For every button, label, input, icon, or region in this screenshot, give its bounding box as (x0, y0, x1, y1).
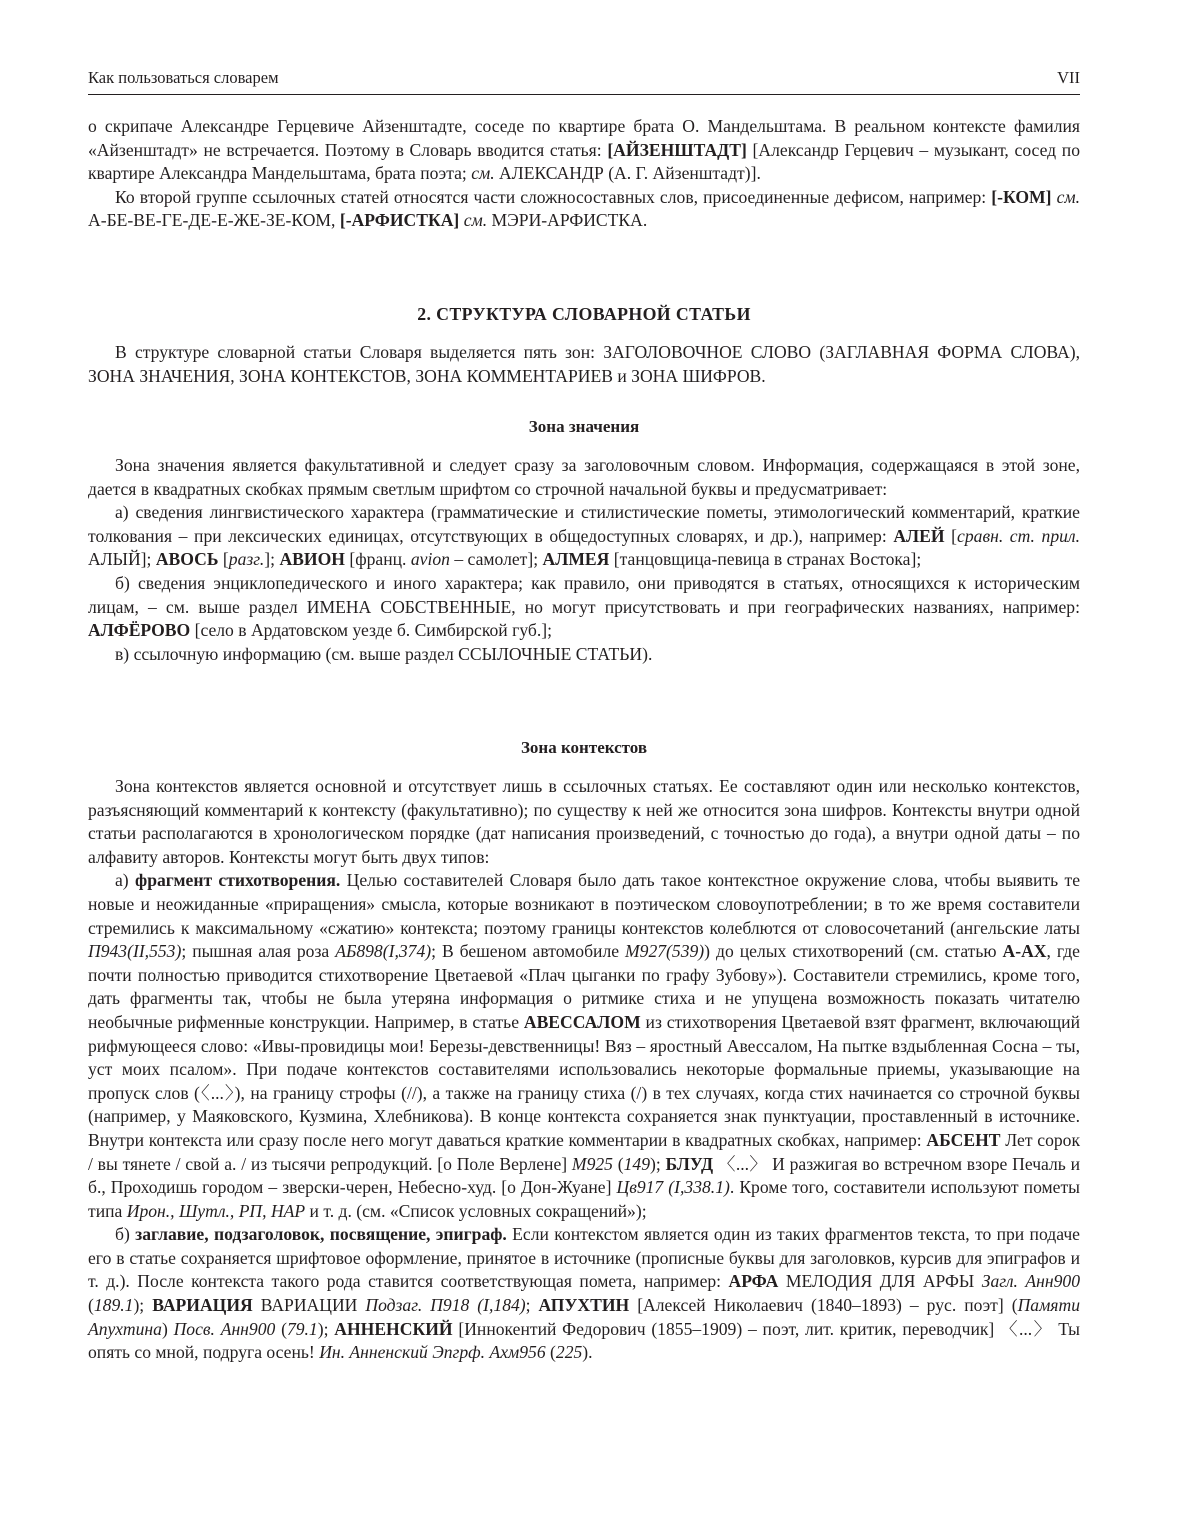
section-heading: 2. СТРУКТУРА СЛОВАРНОЙ СТАТЬИ (417, 304, 751, 324)
meaning-block (88, 454, 1080, 666)
context-block (88, 775, 1080, 1365)
context-item-a: а) фрагмент стихотворения. Целью составителей Словаря было дать такое контекстное окружение слова, чтобы выявить те новые и неожиданные «приращения» смысла, которые возникают в поэтическом словоупотреблении; в то же время составители стремились к максимальному «сжатию» контекста; поэтому границы контекстов колеблются от словосочетаний (ангельские латы П943(II,553); пышная алая роза АБ898(I,374); В бешеном автомобиле М927(539)) до целых стихотворений (см. статью А-АХ, где почти полностью приводится стихотворение Цветаевой «Плач цыганки по графу Зубову»). Составители стремились, кроме того, дать фрагменты так, чтобы не была утеряна информация о ритмике стиха и не упущена возможность показать читателю необычные рифменные конструкции. Например, в статье АВЕССАЛОМ из стихотворения Цветаевой взят фрагмент, включающий рифмующееся слово: «Ивы-провидицы мои! Березы-девственницы! Вяз – яростный Авессалом, На пытке вздыбленная Сосна – ты, уст моих псалом». При подаче контекстов составителями использовались некоторые формальные приемы, указывающие на пропуск слов (〈...〉), на границу строфы (//), а также на границу стиха (/) в тех случаях, когда стих начинается со строчной буквы (например, у Маяковского, Кузмина, Хлебникова). В конце контекста сохраняется знак пунктуации, проставленный в источнике. Внутри контекста или сразу после него могут даваться краткие комментарии в квадратных скобках, например: АБСЕНТ Лет сорок / вы тянете / свой а. / из тысячи репродукций. [о Поле Верлене] М925 (149); БЛУД 〈...〉 И разжигая во встречном взоре Печаль и б., Проходишь городом – зверски-черен, Небесно-худ. [о Дон-Жуане] Цв917 (I,338.1). Кроме того, составители используют пометы типа Ирон., Шутл., РП, НАР и т. д. (см. «Список условных сокращений»); (88, 870, 1081, 1221)
section-intro-paragraph: В структуре словарной статьи Словаря выделяется пять зон: ЗАГОЛОВОЧНОЕ СЛОВО (ЗАГЛАВНАЯ ФОРМА СЛОВА), ЗОНА ЗНАЧЕНИЯ, ЗОНА КОНТЕКСТОВ, ЗОНА КОММЕНТАРИЕВ и ЗОНА ШИФРОВ. (88, 342, 1080, 386)
meaning-item-c: в) ссылочную информацию (см. выше раздел ССЫЛОЧНЫЕ СТАТЬИ). (115, 643, 653, 664)
meaning-paragraph: Зона значения является факультативной и следует сразу за заголовочным словом. Информация, содержащаяся в этой зоне, дается в квадратных скобках прямым светлым шрифтом со строчной начальной буквы и предусматривает: (88, 455, 1080, 499)
subheading-context: Зона контекстов (520, 738, 648, 757)
page-number: VII (1057, 68, 1080, 87)
context-paragraph: Зона контекстов является основной и отсутствует лишь в ссылочных статьях. Ее составляют один или несколько контекстов, разъясняющий комментарий к контексту (факультативно); по существу к ней же относится зона шифров. Контексты внутри одной статьи располагаются в хронологическом порядке (дат написания произведений, с точностью до года), а внутри одной даты – по алфавиту авторов. Контексты могут быть двух типов: (88, 776, 1080, 867)
running-head (88, 68, 1080, 95)
intro-block (88, 115, 1080, 233)
meaning-item-b: б) сведения энциклопедического и иного характера; как правило, они приводятся в статьях, относящихся к историческим лицам, – см. выше раздел ИМЕНА СОБСТВЕННЫЕ, но могут присутствовать и при географических названиях, например: АЛФЁРОВО [село в Ардатовском уезде б. Симбирской губ.]; (88, 572, 1080, 641)
intro-paragraph-1: о скрипаче Александре Герцевиче Айзенштадте, соседе по квартире брата О. Мандельштама. В реальном контексте фамилия «Айзенштадт» не встречается. Поэтому в Словарь вводится статья: [АЙЗЕНШТАДТ] [Александр Герцевич – музыкант, сосед по квартире Александра Мандельштама, брата поэта; см. АЛЕКСАНДР (А. Г. Айзенштадт)]. (88, 116, 1080, 184)
subheading-meaning: Зона значения (528, 417, 640, 436)
intro-paragraph-2: Ко второй группе ссылочных статей относятся части сложносоставных слов, присоединенные дефисом, например: [-КОМ] см. А-БЕ-ВЕ-ГЕ-ДЕ-Е-ЖЕ-ЗЕ-КОМ, [-АРФИСТКА] см. МЭРИ-АРФИСТКА. (88, 186, 1080, 231)
meaning-item-a: а) сведения лингвистического характера (грамматические и стилистические пометы, этимологический комментарий, краткие толкования – при лексических единицах, отсутствующих в общедоступных словарях, и др.), например: АЛЕЙ [сравн. ст. прил. АЛЫЙ]; АВОСЬ [разг.]; АВИОН [франц. avion – самолет]; АЛМЕЯ [танцовщица-певица в странах Востока]; (88, 502, 1080, 570)
context-item-b: б) заглавие, подзаголовок, посвящение, эпиграф. Если контекстом является один из таких фрагментов текста, то при подаче его в статье сохраняется шрифтовое оформление, принятое в источнике (прописные буквы для заголовков, курсив для эпиграфов и т. д.). После контекста такого рода ставится соответствующая помета, например: АРФА МЕЛОДИЯ ДЛЯ АРФЫ Загл. Анн900 (189.1); ВАРИАЦИЯ ВАРИАЦИИ Подзаг. П918 (I,184); АПУХТИН [Алексей Николаевич (1840–1893) – рус. поэт] (Памяти Апухтина) Посв. Анн900 (79.1); АННЕНСКИЙ [Иннокентий Федорович (1855–1909) – поэт, лит. критик, переводчик] 〈...〉 Ты опять со мной, подруга осень! Ин. Анненский Эпгрф. Ахм956 (225). (88, 1224, 1081, 1363)
running-head-title: Как пользоваться словарем (88, 68, 279, 87)
section-intro (88, 341, 1080, 388)
